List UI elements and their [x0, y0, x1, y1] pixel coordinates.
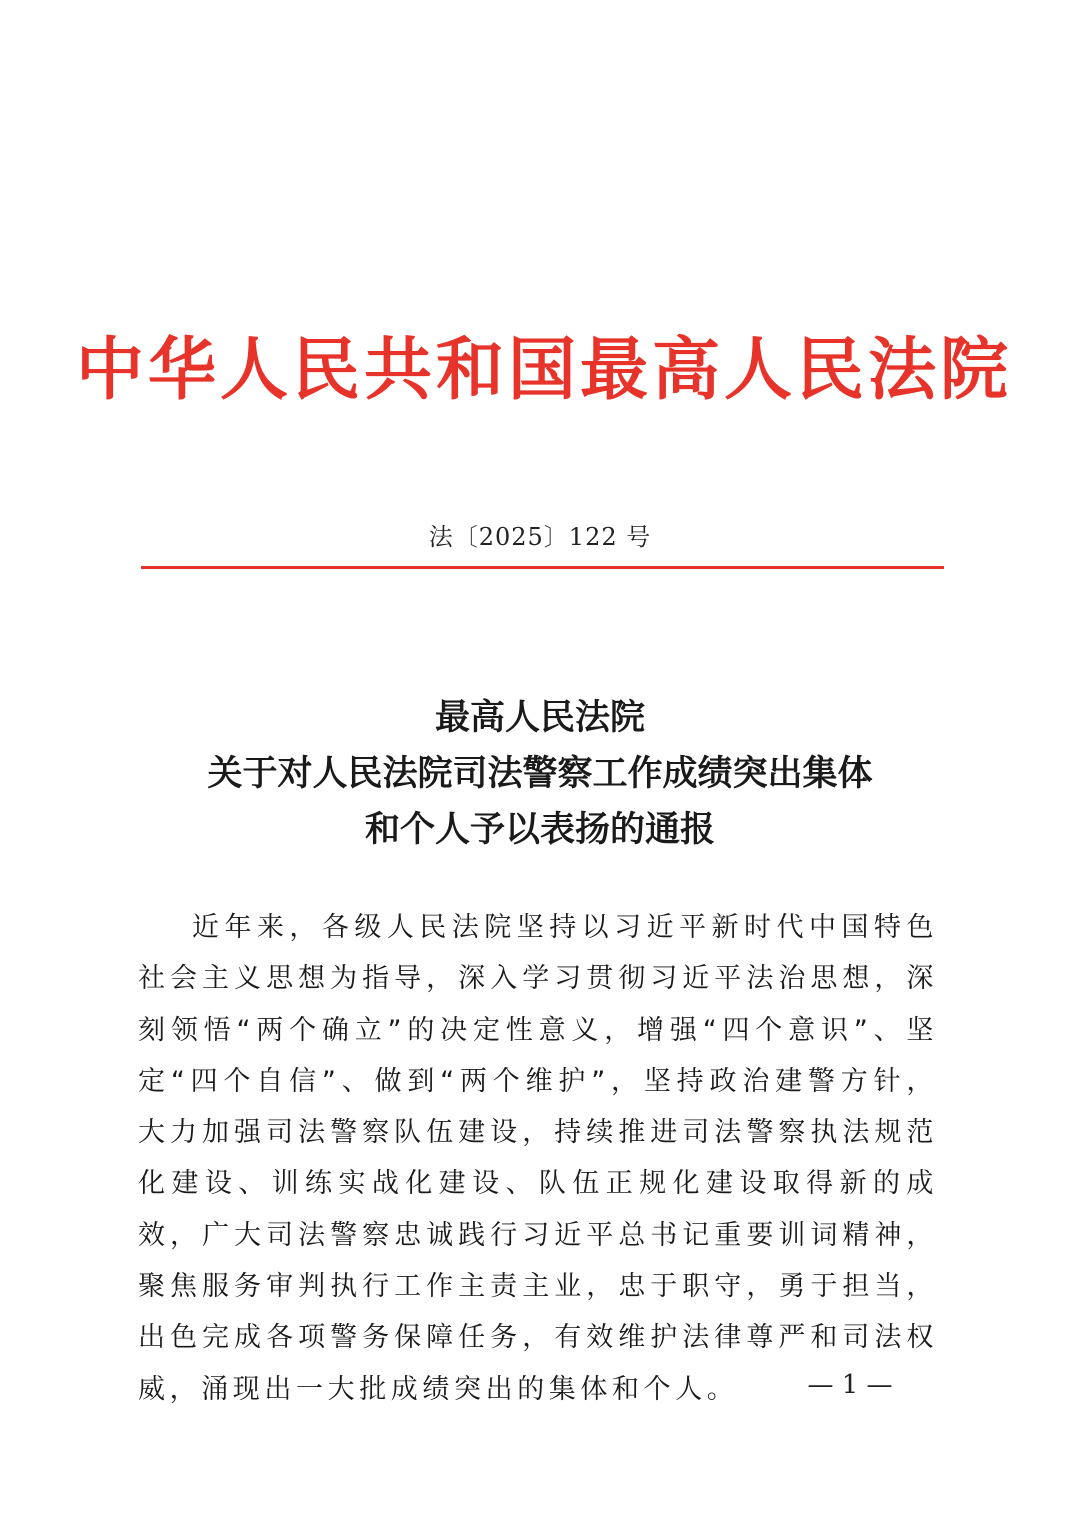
- document-number: 法〔2025〕122 号: [428, 523, 652, 551]
- title-line-2: 关于对人民法院司法警察工作成绩突出集体: [207, 753, 873, 794]
- issuer-header: 中华人民共和国最高人民法院: [75, 330, 1012, 410]
- title-line-1: 最高人民法院: [434, 697, 645, 738]
- red-divider-line: [141, 566, 944, 569]
- title-line-3: 和个人予以表扬的通报: [364, 809, 715, 850]
- document-title: [0, 690, 1080, 858]
- body-paragraph: 近年来，各级人民法院坚持以习近平新时代中国特色社会主义思想为指导，深入学习贯彻习近平法治思想，深刻领悟“两个确立”的决定性意义，增强“四个意识”、坚定“四个自信”、做到“两个维护”，坚持政治建警方针，大力加强司法警察队伍建设，持续推进司法警察执法规范化建设、训练实战化建设、队伍正规化建设取得新的成效，广大司法警察忠诚践行习近平总书记重要训词精神，聚焦服务审判执行工作主责主业，忠于职守，勇于担当，出色完成各项警务保障任务，有效维护法律尊严和司法权威，涌现出一大批成绩突出的集体和个人。: [138, 912, 938, 1405]
- page-number: — 1 —: [807, 1370, 893, 1400]
